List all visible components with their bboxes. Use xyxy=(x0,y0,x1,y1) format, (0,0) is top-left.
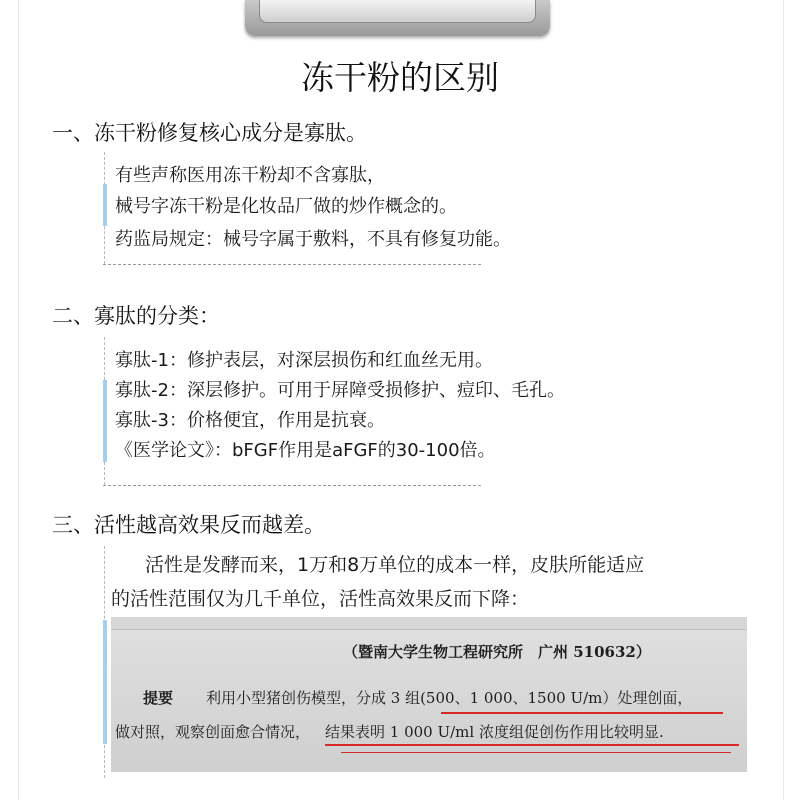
red-underline xyxy=(325,744,739,746)
scan-abstract-line: 做对照，观察创面愈合情况， xyxy=(115,723,311,741)
section2-line: 寡肽-1：修护表层，对深层损伤和红血丝无用。 xyxy=(115,350,493,371)
scan-abstract-line: 利用小型猪创伤模型，分成 3 组(500、1 000、1500 U/m）处理创面， xyxy=(206,689,693,707)
section2-heading: 二、寡肽的分类： xyxy=(52,304,220,328)
accent-bar xyxy=(103,380,107,462)
section1-line: 有些声称医用冻干粉却不含寡肽， xyxy=(115,165,385,186)
page-title: 冻干粉的区别 xyxy=(301,58,499,97)
section2-block xyxy=(103,337,565,486)
section2-line: 寡肽-3：价格便宜，作用是抗衰。 xyxy=(115,410,385,431)
section1-line: 药监局规定：械号字属于敷料，不具有修复功能。 xyxy=(115,229,511,250)
scanned-paper-excerpt xyxy=(111,617,747,772)
clipboard-clip-icon xyxy=(245,0,550,36)
section1-line: 械号字冻干粉是化妆品厂做的炒作概念的。 xyxy=(115,196,457,217)
section3-paragraph-line: 活性是发酵而来，1万和8万单位的成本一样，皮肤所能适应 xyxy=(145,554,645,576)
red-underline xyxy=(341,752,731,753)
section3-heading: 三、活性越高效果反而越差。 xyxy=(52,513,325,537)
scan-affiliation: （暨南大学生物工程研究所 广州 510632） xyxy=(343,643,651,661)
section1-heading: 一、冻干粉修复核心成分是寡肽。 xyxy=(52,121,367,145)
section2-line: 《医学论文》：bFGF作用是aFGF的30-100倍。 xyxy=(115,440,496,461)
accent-bar xyxy=(103,620,107,744)
red-underline xyxy=(441,712,723,714)
accent-bar xyxy=(103,184,107,226)
scan-abstract-line-highlight: 结果表明 1 000 U/ml 浓度组促创伤作用比较明显. xyxy=(325,723,664,741)
section2-line: 寡肽-2：深层修护。可用于屏障受损修护、痘印、毛孔。 xyxy=(115,380,565,401)
scan-abstract-label: 提要 xyxy=(143,689,174,707)
section1-block xyxy=(103,152,511,265)
section3-paragraph-line: 的活性范围仅为几千单位，活性高效果反而下降： xyxy=(111,588,530,610)
